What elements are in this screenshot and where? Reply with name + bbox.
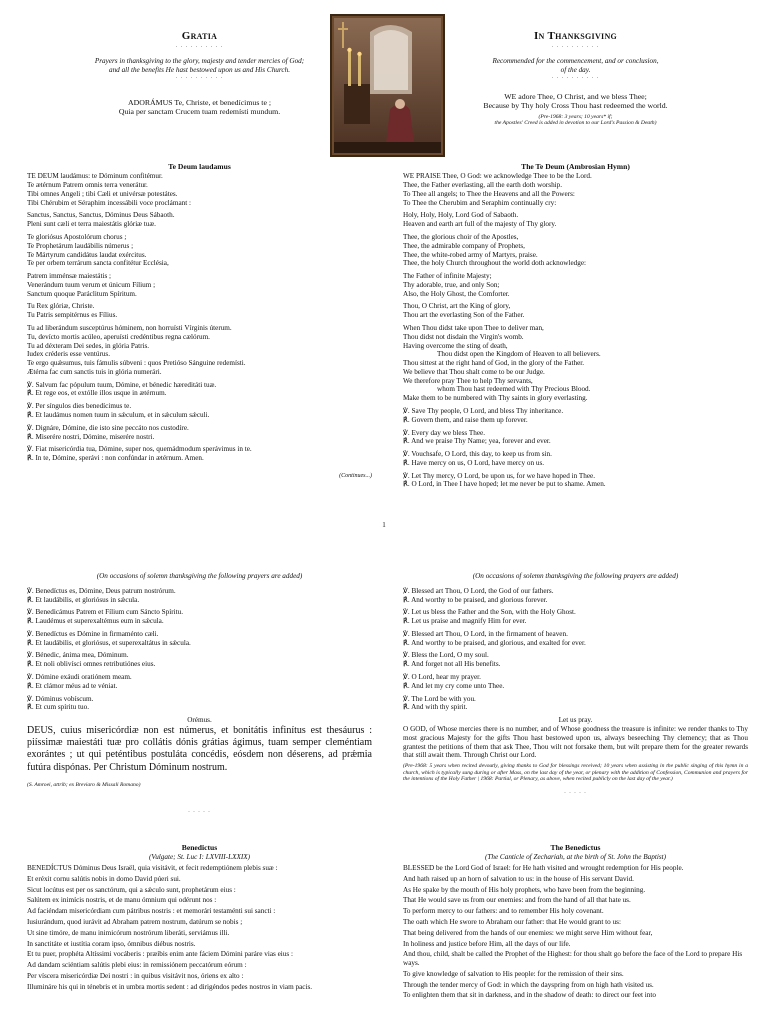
canticle-line: The oath which He swore to Abraham our father: that He would grant to us:: [403, 917, 621, 926]
verse-line: Tu ad déxteram Dei sedes, in glória Patris.: [27, 341, 150, 350]
verse-line: Tu ad liberándum susceptúrus hóminem, non horruísti Vírginis úterum.: [27, 323, 232, 332]
verse-line: ℣. Bless the Lord, O my soul.: [403, 651, 489, 660]
canticle-line: To enlighten them that sit in darkness, and in the shadow of death: to direct our feet into: [403, 991, 656, 1000]
canticle-line: And hath raised up an horn of salvation to us: in the house of His servant David.: [403, 874, 634, 883]
verse-line: ℟. O Lord, in Thee I have hoped; let me never be put to shame. Amen.: [403, 480, 606, 489]
verse-line: Tibi Chérubim et Séraphim incessábili voce proclámant :: [27, 198, 192, 207]
verse-line: WE PRAISE Thee, O God: we acknowledge Thee to be the Lord.: [403, 172, 592, 181]
verse-line: Te gloriósus Apostolórum chorus ;: [27, 232, 127, 241]
verse-line: Iudex créderis esse ventúrus.: [27, 350, 111, 359]
verse-line: Venerándum tuum verum et únicum Fílium ;: [27, 280, 156, 289]
verse-line: Thee, the admirable company of Prophets,: [403, 241, 525, 250]
verse-line: Thee, the holy Church throughout the world doth acknowledge:: [403, 259, 587, 268]
verse-line: Also, the Holy Ghost, the Comforter.: [403, 289, 510, 298]
english-intro-line-2: Because by Thy holy Cross Thou hast redeemed the world.: [483, 101, 668, 111]
te-deum-english-body: [403, 172, 748, 489]
stanza: [27, 424, 372, 442]
occasions-english-section: [403, 572, 748, 796]
english-title: In Thanksgiving: [533, 30, 618, 42]
verse-line: ℟. Et noli oblivísci omnes retributiónes eius.: [27, 660, 156, 669]
verse-line: Te Mártyrum candidátus laudat exércitus.: [27, 250, 147, 259]
verse-line: ℟. And let my cry come unto Thee.: [403, 681, 505, 690]
stanza: [403, 407, 748, 425]
verse-line: Tu, devícto mortis acúleo, aperuísti credéntibus regna cælórum.: [27, 332, 210, 341]
canticle-line: Sicut locútus est per os sanctórum, qui a sǽculo sunt, prophetárum eius :: [27, 885, 236, 894]
stanza: [403, 272, 748, 298]
canticle-line: Illumináre his qui in ténebris et in umbra mortis sedent : ad dirigéndos pedes nostros in viam pacis.: [27, 982, 313, 991]
canticle-line: That He would save us from our enemies: and from the hand of all that hate us.: [403, 896, 631, 905]
verse-line: Thy adorable, true, and only Son;: [403, 280, 500, 289]
canticle-line: Through the tender mercy of God: in which the dayspring from on high hath visited us.: [403, 980, 654, 989]
indulgence-note-1: (Pre-1968: 3 years; 10 years* if;: [538, 113, 613, 120]
verse-line: Tu Patris sempitérnus es Fílius.: [27, 311, 118, 320]
te-deum-latin-heading: Te Deum laudamus: [168, 162, 231, 171]
benedictus-english-heading: The Benedictus: [550, 843, 601, 852]
english-header: [403, 30, 748, 127]
occasions-latin-versicles: [27, 587, 372, 712]
verse-line: Thou, O Christ, art the King of glory,: [403, 302, 511, 311]
te-deum-latin-body: [27, 172, 372, 463]
verse-line: Patrem imménsæ maiestátis ;: [27, 272, 112, 281]
verse-line: ℟. In te, Dómine, sperávi : non confúndar in ætérnum. Amen.: [27, 454, 204, 463]
verse-line: ℟. And worthy to be praised, and glorious forever.: [403, 595, 548, 604]
stanza: [27, 381, 372, 399]
verse-line: ℟. Have mercy on us, O Lord, have mercy on us.: [403, 458, 545, 467]
latin-subtitle-2: and all the benefits He hast bestowed upon us and His Church.: [108, 65, 290, 74]
verse-line: ℟. Et clámor méus ad te véniat.: [27, 681, 118, 690]
canticle-line: Salútem ex inimícis nostris, et de manu ómnium qui odérunt nos :: [27, 896, 217, 905]
canticle-line: That being delivered from the hands of our enemies: we might serve Him without fear,: [403, 928, 653, 937]
verse-line: Thee, the glorious choir of the Apostles,: [403, 232, 519, 241]
verse-line: The Father of infinite Majesty;: [403, 272, 492, 281]
occasions-english-note: (On occasions of solemn thanksgiving the following prayers are added): [472, 572, 679, 580]
verse-line: ℟. Et laudámus nomen tuum in sǽculum, et in sǽculum sǽculi.: [27, 411, 210, 419]
verse-line: ℟. And we praise Thy Name; yea, forever and ever.: [403, 437, 551, 446]
verse-line: ℣. Save Thy people, O Lord, and bless Thy inheritance.: [403, 407, 564, 415]
stanza: [27, 651, 372, 669]
latin-subtitle-1: Prayers in thanksgiving to the glory, majesty and tender mercies of God;: [94, 56, 305, 65]
verse-line: ℣. O Lord, hear my prayer.: [403, 673, 481, 682]
stanza: [27, 211, 372, 229]
stanza: [403, 211, 748, 229]
verse-line: Thee, the white-robed army of Martyrs, praise.: [403, 250, 538, 259]
divider-dots: . . . . . . . . . .: [551, 74, 600, 81]
verse-line: We believe that Thou shalt come to be our Judge.: [403, 367, 545, 376]
verse-line: ℣. Dignáre, Dómine, die isto sine peccáto nos custodíre.: [27, 423, 189, 432]
latin-intro-line-1: ADORÁMUS Te, Christe, et benedícimus te ;: [127, 97, 272, 107]
stanza: [27, 172, 372, 207]
verse-line: ℣. Benedíctus es Dómine in firmaménto cæli.: [27, 629, 159, 638]
divider-dots: . . . . .: [188, 808, 211, 815]
canticle-line: And thou, child, shalt be called the Prophet of the Highest: for thou shalt go before the face of the Lord to prepare His ways.: [403, 950, 743, 968]
let-us-pray-label: Let us pray.: [558, 716, 593, 725]
verse-line: ℣. Every day we bless Thee.: [403, 428, 486, 437]
benedictus-latin-body: [27, 864, 372, 991]
canticle-line: As He spake by the mouth of His holy prophets, who have been from the beginning.: [403, 885, 646, 894]
verse-line: ℣. Blessed art Thou, O Lord, in the firmament of heaven.: [403, 629, 568, 638]
verse-line: ℣. Salvum fac pópulum tuum, Dómine, et bénedic hæreditáti tuæ.: [27, 380, 217, 389]
verse-line: Thou didst open the Kingdom of Heaven to all believers.: [437, 350, 601, 359]
verse-line: Sanctus, Sanctus, Sanctus, Dóminus Deus Sábaoth.: [27, 211, 175, 220]
verse-line: Make them to be numbered with Thy saints in glory everlasting.: [403, 394, 588, 403]
verse-line: TE DEUM laudámus: te Dóminum confitémur.: [27, 172, 163, 181]
canticle-line: In sanctitáte et iustítia coram ipso, ómnibus diébus nostris.: [27, 939, 196, 948]
latin-prayer: [27, 725, 372, 774]
benedictus-latin-heading: Benedictus: [181, 843, 218, 852]
verse-line: ℣. Benedicámus Patrem et Fílium cum Sáncto Spíritu.: [27, 608, 184, 617]
verse-line: ℣. Fiat misericórdia tua, Dómine, super nos, quemádmodum sperávimus in te.: [27, 445, 252, 454]
te-deum-english-heading: The Te Deum (Ambrosian Hymn): [521, 162, 630, 171]
canticle-line: BLESSED be the Lord God of Israel: for He hath visited and wrought redemption for His people.: [403, 864, 684, 873]
verse-line: ℟. And with thy spirit.: [403, 703, 468, 712]
verse-line: ℣. Dóminus vobíscum.: [27, 694, 94, 703]
verse-line: Having overcome the sting of death,: [403, 341, 508, 350]
verse-line: Te per orbem terrárum sancta confitétur Ecclésia,: [27, 259, 169, 268]
verse-line: ℟. Et laudábilis, et gloriósus, et superexaltátus in sǽcula.: [27, 638, 191, 647]
stanza: [403, 302, 748, 320]
verse-line: ℣. Bénedic, ánima mea, Dóminum.: [27, 651, 129, 660]
verse-line: Pleni sunt cæli et terra maiestátis glóriæ tuæ.: [27, 220, 156, 229]
canticle-line: Et tu puer, prophéta Altíssimi vocáberis : præíbis enim ante fáciem Dómini paráre vias eius :: [27, 950, 293, 959]
benedictus-latin-section: [27, 843, 372, 993]
verse-line: ℟. Let us praise and magnify Him for ever.: [403, 617, 527, 626]
stanza: [27, 608, 372, 626]
occasions-latin-note: (On occasions of solemn thanksgiving the following prayers are added): [96, 572, 303, 580]
page-number: 1: [382, 521, 386, 529]
verse-line: ℟. Laudémus et superexaltémus eum in sǽcula.: [27, 617, 164, 626]
divider-dots: . . . . .: [564, 788, 587, 795]
stanza: [403, 608, 748, 626]
te-deum-english-section: [403, 162, 748, 493]
latin-prayer-source: (S. Amroei, attrib; ex Breviaro & Missali Romano): [27, 781, 141, 788]
canticle-line: Iusiurándum, quod iurávit ad Abraham patrem nostrum, datúrum se nobis ;: [27, 917, 243, 926]
verse-line: Heaven and earth art full of the majesty of Thy glory.: [403, 220, 557, 229]
english-intro-line-1: WE adore Thee, O Christ, and we bless Thee;: [504, 91, 647, 101]
english-prayer-text: O GOD, of Whose mercies there is no number, and of Whose goodness the treasure is infinite: we render thanks to Thy most gracious Majesty for the gifts Thou hast bestowed upon us, always beseeching Thy clemency; that as Thou grantest the petitions of them that ask Thee, Thou wilt not forsake them, but wilt prepare them for the greater rewards that still await them. Through Christ our Lord.: [403, 724, 748, 760]
latin-title: Gratia: [181, 30, 218, 42]
verse-line: Thou art the everlasting Son of the Father.: [403, 311, 525, 320]
stanza: [27, 587, 372, 605]
stanza: [27, 673, 372, 691]
verse-line: ℣. Benedíctus es, Dómine, Deus patrum nostrórum.: [27, 586, 176, 595]
latin-prayer-text: DEUS, cuius misericórdiæ non est númerus, et bonitátis infinítus est thesáurus : piíssimæ maiestáti tuæ pro collátis dónis grátias ágimus, tuam semper cleméntiam exorántes ; ut qui peténtibus postuláta concédis, eósdem non déserens, ad prǽmia futúra dispónas. Per Christum Dóminum nostrum.: [27, 724, 372, 773]
verse-line: ℣. Per síngulos dies benedícimus te.: [27, 402, 132, 411]
stanza: [403, 695, 748, 713]
occasions-english-versicles: [403, 587, 748, 712]
verse-line: When Thou didst take upon Thee to deliver man,: [403, 323, 544, 332]
stanza: [403, 429, 748, 447]
verse-line: ℟. Et rege eos, et extólle illos usque in ætérnum.: [27, 389, 167, 398]
stanza: [27, 630, 372, 648]
canticle-line: In holiness and justice before Him, all the days of our life.: [403, 939, 571, 948]
canticle-line: To give knowledge of salvation to His people: for the remission of their sins.: [403, 969, 624, 978]
divider-dots: . . . . . . . . . .: [175, 43, 224, 50]
verse-line: ℟. Miserére nostri, Dómine, miserére nostri.: [27, 432, 155, 441]
benedictus-english-source: (The Canticle of Zechariah, at the birth of St. John the Baptist): [484, 853, 667, 862]
verse-line: Tu Rex glóriæ, Christe.: [27, 302, 95, 311]
verse-line: ℣. The Lord be with you.: [403, 694, 476, 703]
verse-line: ℣. Dómine exáudi oratiónem meam.: [27, 673, 132, 682]
verse-line: ℣. Let us bless the Father and the Son, with the Holy Ghost.: [403, 608, 576, 617]
stanza: [403, 630, 748, 648]
stanza: [403, 324, 748, 403]
verse-line: whom Thou hast redeemed with Thy Precious Blood.: [437, 385, 591, 394]
benedictus-latin-source: (Vulgate; St. Luc I: LXVIII-LXXIX): [148, 853, 251, 862]
verse-line: Tibi omnes Angeli ; tibi Cæli et univérsæ potestátes.: [27, 189, 178, 198]
latin-intro-line-2: Quia per sanctam Crucem tuam redemísti mundum.: [118, 107, 281, 117]
stanza: [27, 324, 372, 377]
benedictus-english-body: [403, 864, 748, 1000]
verse-line: ℣. Vouchsafe, O Lord, this day, to keep us from sin.: [403, 450, 552, 459]
verse-line: ℟. Et laudábilis, et gloriósus in sǽcula.: [27, 595, 140, 604]
canticle-line: Ut sine timóre, de manu inimicórum nostrórum liberáti, serviámus illi.: [27, 928, 230, 937]
verse-line: We therefore pray Thee to help Thy servants,: [403, 376, 533, 385]
verse-line: ℣. Let Thy mercy, O Lord, be upon us, for we have hoped in Thee.: [403, 471, 596, 480]
verse-line: ℟. Govern them, and raise them up forever.: [403, 415, 528, 424]
canticle-line: Ad faciéndam misericórdiam cum pátribus nostris : et memorári testaménti sui sancti :: [27, 907, 276, 916]
canticle-line: Per víscera misericórdiæ Dei nostri : in quibus visitávit nos, óriens ex alto :: [27, 971, 244, 980]
verse-line: Thee, the Father everlasting, all the earth doth worship.: [403, 181, 563, 190]
stanza: [403, 472, 748, 490]
divider-dots: . . . . . . . . . .: [175, 74, 224, 81]
english-indulgence: (Pre-1968: 5 years when recited devoutly, giving thanks to God for blessings received; 10 years when assisting in the public singing of this hymn in a church, which is typically sung during or after Mass, on the last day of the year, or plenary with the addition of Confession, Communion and prayers for the intentions of the Holy Father | 1968: Partial, or Plenary, as above, when recited publicly on the last day of the year.): [403, 763, 748, 783]
verse-line: ℟. Et cum spíritu tuo.: [27, 703, 90, 712]
oremus-label: Orémus.: [187, 716, 212, 725]
verse-line: ℣. Blessed art Thou, O Lord, the God of our fathers.: [403, 586, 554, 595]
verse-line: Te ætérnum Patrem omnis terra venerátur.: [27, 181, 148, 190]
verse-line: Holy, Holy, Holy, Lord God of Sabaoth.: [403, 211, 519, 220]
canticle-line: To perform mercy to our fathers: and to remember His holy covenant.: [403, 907, 604, 916]
continues-label: (Continues...): [339, 472, 372, 479]
occasions-latin-section: [27, 572, 372, 816]
english-subtitle-1: Recommended for the commencement, and or conclusion,: [492, 56, 659, 65]
verse-line: ℟. And forget not all His benefits.: [403, 660, 501, 669]
stanza: [403, 450, 748, 468]
te-deum-latin-section: [27, 162, 372, 480]
verse-line: Sanctum quoque Paráclitum Spíritum.: [27, 289, 137, 298]
verse-line: Thou didst not disdain the Virgin's womb.: [403, 332, 524, 341]
verse-line: To Thee all angels; to Thee the Heavens and all the Powers:: [403, 189, 575, 198]
stanza: [27, 233, 372, 268]
stanza: [27, 445, 372, 463]
verse-line: Ætérna fac cum sanctis tuis in glória numerári.: [27, 367, 162, 376]
stanza: [27, 695, 372, 713]
benedictus-english-section: [403, 843, 748, 1002]
stanza: [403, 172, 748, 207]
verse-line: ℟. And worthy to be praised, and glorious, and exalted for ever.: [403, 638, 586, 647]
verse-line: Te Prophetárum laudábilis númerus ;: [27, 241, 134, 250]
verse-line: To Thee the Cherubim and Seraphim continually cry:: [403, 198, 557, 207]
stanza: [27, 302, 372, 320]
stanza: [403, 651, 748, 669]
stanza: [27, 402, 372, 420]
stanza: [403, 587, 748, 605]
indulgence-note-2: the Apostles' Creed is added in devotion to our Lord's Passion & Death): [494, 120, 657, 127]
english-subtitle-2: of the day.: [560, 65, 591, 74]
latin-header: [27, 30, 372, 117]
canticle-line: BENEDÍCTUS Dóminus Deus Israël, quia visitávit, et fecit redemptiónem plebis suæ :: [27, 864, 278, 873]
english-prayer: [403, 725, 748, 760]
stanza: [403, 673, 748, 691]
canticle-line: Ad dandam sciéntiam salútis plebi eius: in remissiónem peccatórum eórum :: [27, 961, 247, 970]
verse-line: Te ergo quǽsumus, tuis fámulis súbveni : quos Pretióso Sánguine redemísti.: [27, 359, 246, 368]
canticle-line: Et eréxit cornu salútis nobis in domo David púeri sui.: [27, 874, 181, 883]
verse-line: Thou sittest at the right hand of God, in the glory of the Father.: [403, 359, 585, 368]
divider-dots: . . . . . . . . . .: [551, 43, 600, 50]
stanza: [403, 233, 748, 268]
stanza: [27, 272, 372, 298]
